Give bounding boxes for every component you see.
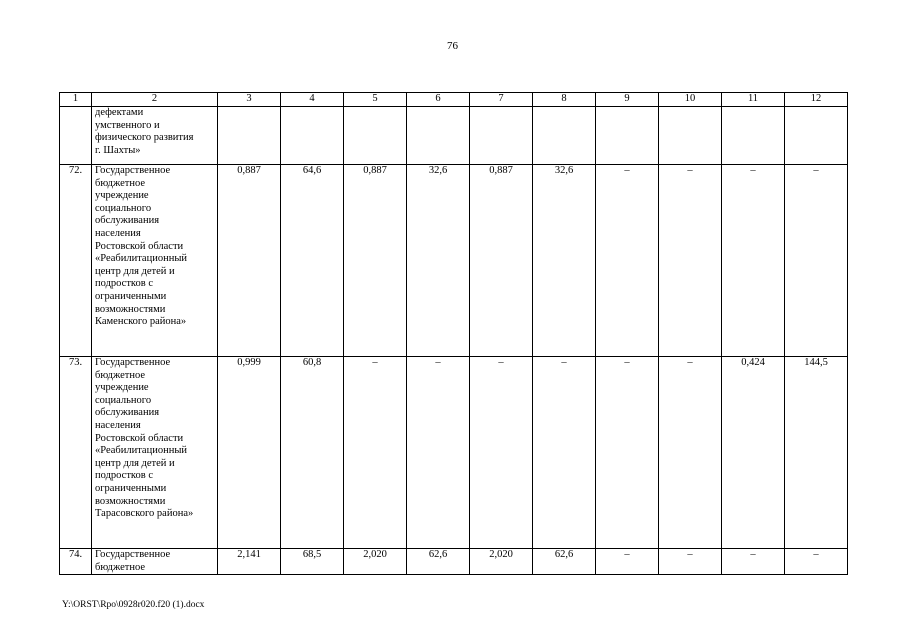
table-cell: 0,887 <box>218 165 281 357</box>
name-line: Государственное <box>95 549 171 560</box>
name-line: Тарасовского района» <box>95 508 194 520</box>
table-cell <box>785 107 848 165</box>
name-line: Ростовской области <box>95 432 184 444</box>
name-line: ограниченными <box>95 290 167 302</box>
table-cell: – <box>470 357 533 549</box>
name-line: социального <box>95 202 152 214</box>
column-number: 4 <box>281 93 344 107</box>
name-line: обслуживания <box>95 407 160 419</box>
row-number: 73. <box>60 357 92 549</box>
column-number: 10 <box>659 93 722 107</box>
table-cell: – <box>659 165 722 357</box>
name-line: Государственное <box>95 165 171 176</box>
table-cell: 0,999 <box>218 357 281 549</box>
table-cell: – <box>596 165 659 357</box>
file-path-footer: Y:\ORST\Rpo\0928r020.f20 (1).docx <box>62 600 205 610</box>
table-cell: – <box>722 549 785 575</box>
column-number: 2 <box>92 93 218 107</box>
table-cell: – <box>659 549 722 575</box>
table-cell: – <box>785 549 848 575</box>
column-number: 6 <box>407 93 470 107</box>
table-cell <box>407 107 470 165</box>
name-line: центр для детей и <box>95 265 175 277</box>
table-cell: 0,887 <box>344 165 407 357</box>
table-row <box>60 107 848 165</box>
name-line: г. Шахты» <box>95 144 141 156</box>
name-line: подростков с <box>95 278 153 290</box>
table-cell: – <box>344 357 407 549</box>
name-line: ограниченными <box>95 482 167 494</box>
column-number: 11 <box>722 93 785 107</box>
table-cell: – <box>785 165 848 357</box>
name-line: населения <box>95 419 141 431</box>
name-line: подростков с <box>95 470 153 482</box>
name-line: физического развития <box>95 132 194 144</box>
table-cell: – <box>722 165 785 357</box>
table-cell: 32,6 <box>407 165 470 357</box>
name-line: возможностями <box>95 303 166 315</box>
name-line: бюджетное <box>95 369 146 381</box>
table-cell <box>533 107 596 165</box>
table-cell: 32,6 <box>533 165 596 357</box>
column-number: 8 <box>533 93 596 107</box>
column-number: 3 <box>218 93 281 107</box>
row-number: 74. <box>60 549 92 575</box>
table-cell <box>659 107 722 165</box>
table-cell <box>218 107 281 165</box>
column-number-row <box>60 93 848 107</box>
row-number: 72. <box>60 165 92 357</box>
name-line: «Реабилитационный <box>95 253 187 265</box>
name-line: центр для детей и <box>95 457 175 469</box>
column-number: 12 <box>785 93 848 107</box>
table-row <box>60 549 848 575</box>
name-line: бюджетное <box>95 177 146 189</box>
column-number: 1 <box>60 93 92 107</box>
name-line: обслуживания <box>95 215 160 227</box>
table-row <box>60 357 848 549</box>
table-cell <box>281 107 344 165</box>
table-cell: 2,020 <box>470 549 533 575</box>
name-line: «Реабилитационный <box>95 445 187 457</box>
institution-name <box>92 107 218 165</box>
table-cell: 60,8 <box>281 357 344 549</box>
name-line: социального <box>95 394 152 406</box>
name-line: населения <box>95 227 141 239</box>
row-number <box>60 107 92 165</box>
name-line: возможностями <box>95 495 166 507</box>
table-cell: – <box>533 357 596 549</box>
table-cell <box>470 107 533 165</box>
table-cell: – <box>659 357 722 549</box>
institution-name <box>92 357 218 549</box>
table-cell: – <box>596 549 659 575</box>
table-cell <box>596 107 659 165</box>
table-cell: 2,020 <box>344 549 407 575</box>
name-line: учреждение <box>95 190 149 202</box>
name-line: учреждение <box>95 382 149 394</box>
table-cell: 0,424 <box>722 357 785 549</box>
table-row <box>60 165 848 357</box>
name-line: Государственное <box>95 357 171 368</box>
table-cell: 62,6 <box>533 549 596 575</box>
table-cell: 62,6 <box>407 549 470 575</box>
column-number: 7 <box>470 93 533 107</box>
page-number: 76 <box>447 40 458 52</box>
institution-name <box>92 549 218 575</box>
column-number: 9 <box>596 93 659 107</box>
name-line: Ростовской области <box>95 240 184 252</box>
name-line: умственного и <box>95 119 160 131</box>
table-cell: 0,887 <box>470 165 533 357</box>
name-line: Каменского района» <box>95 316 187 328</box>
name-line: дефектами <box>95 107 144 118</box>
institution-name <box>92 165 218 357</box>
name-line: бюджетное <box>95 561 146 573</box>
table-cell <box>722 107 785 165</box>
column-number: 5 <box>344 93 407 107</box>
table-cell: – <box>407 357 470 549</box>
table-cell: 68,5 <box>281 549 344 575</box>
table-cell: 64,6 <box>281 165 344 357</box>
table-cell: 2,141 <box>218 549 281 575</box>
data-table <box>59 92 848 575</box>
table-cell: 144,5 <box>785 357 848 549</box>
table-cell <box>344 107 407 165</box>
table-cell: – <box>596 357 659 549</box>
